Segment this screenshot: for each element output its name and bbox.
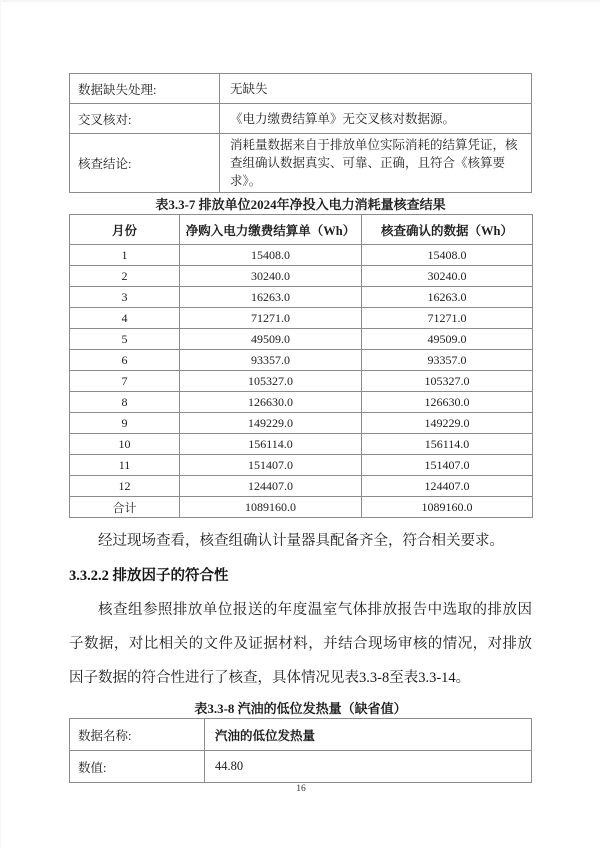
table-cell: 4	[70, 308, 180, 329]
table-cell: 1089160.0	[180, 497, 362, 518]
table-cell: 151407.0	[180, 455, 362, 476]
info-label: 数据缺失处理:	[70, 74, 220, 104]
info-label: 交叉核对:	[70, 104, 220, 134]
table-cell: 93357.0	[362, 350, 533, 371]
section-heading: 3.3.2.2 排放因子的符合性	[69, 568, 229, 584]
page-number: 16	[296, 784, 306, 794]
table-cell: 8	[70, 392, 180, 413]
table-row	[70, 497, 533, 518]
table-row	[70, 455, 533, 476]
table-row	[70, 371, 533, 392]
table-row	[70, 751, 532, 783]
table-cell: 71271.0	[362, 308, 533, 329]
fuel-label: 数值:	[70, 751, 205, 783]
table-cell: 12	[70, 476, 180, 497]
table-cell: 126630.0	[362, 392, 533, 413]
table-cell: 1	[70, 245, 180, 266]
table-cell: 30240.0	[180, 266, 362, 287]
fuel-value: 汽油的低位发热量	[205, 719, 532, 751]
table-cell: 16263.0	[362, 287, 533, 308]
table-cell: 3	[70, 287, 180, 308]
table-header-row	[70, 215, 533, 245]
table-cell: 156114.0	[362, 434, 533, 455]
fuel-table-title: 表3.3-8 汽油的低位发热量（缺省值）	[194, 701, 407, 716]
table-cell: 124407.0	[180, 476, 362, 497]
table-row	[70, 308, 533, 329]
table-cell: 93357.0	[180, 350, 362, 371]
table-row	[70, 245, 533, 266]
site-check-paragraph: 经过现场查看，核查组确认计量器具配备齐全，符合相关要求。	[98, 533, 504, 549]
table-row	[70, 392, 533, 413]
table-cell: 9	[70, 413, 180, 434]
table-cell: 合计	[70, 497, 180, 518]
table-cell: 49509.0	[362, 329, 533, 350]
table-cell: 2	[70, 266, 180, 287]
table-cell: 124407.0	[362, 476, 533, 497]
column-header-bill: 净购入电力缴费结算单（Wh）	[180, 215, 362, 245]
table-cell: 149229.0	[362, 413, 533, 434]
table-row	[70, 329, 533, 350]
table-row	[70, 413, 533, 434]
table-cell: 156114.0	[180, 434, 362, 455]
table-cell: 151407.0	[362, 455, 533, 476]
table-cell: 30240.0	[362, 266, 533, 287]
table-cell: 11	[70, 455, 180, 476]
table-row	[70, 434, 533, 455]
info-value: 消耗量数据来自于排放单位实际消耗的结算凭证，核查组确认数据真实、可靠、正确，且符合《核算要求》。	[220, 134, 532, 193]
table-row	[70, 134, 532, 193]
info-label: 核查结论:	[70, 134, 220, 193]
column-header-month: 月份	[70, 215, 180, 245]
table-row	[70, 74, 532, 104]
info-value: 《电力缴费结算单》无交叉核对数据源。	[220, 104, 532, 134]
column-header-confirmed: 核查确认的数据（Wh）	[362, 215, 533, 245]
table-row	[70, 476, 533, 497]
verification-info-table	[69, 73, 532, 193]
table-cell: 5	[70, 329, 180, 350]
table-cell: 7	[70, 371, 180, 392]
table-cell: 15408.0	[180, 245, 362, 266]
table-cell: 71271.0	[180, 308, 362, 329]
table-cell: 15408.0	[362, 245, 533, 266]
table-cell: 105327.0	[362, 371, 533, 392]
fuel-heating-value-table	[69, 718, 532, 783]
info-value: 无缺失	[220, 74, 532, 104]
table-row	[70, 266, 533, 287]
table-cell: 149229.0	[180, 413, 362, 434]
table-row	[70, 104, 532, 134]
table-cell: 1089160.0	[362, 497, 533, 518]
monthly-table-body	[70, 245, 533, 518]
fuel-value: 44.80	[205, 751, 532, 783]
table-cell: 105327.0	[180, 371, 362, 392]
table-cell: 6	[70, 350, 180, 371]
table-cell: 10	[70, 434, 180, 455]
table-row	[70, 719, 532, 751]
fuel-label: 数据名称:	[70, 719, 205, 751]
monthly-table-title: 表3.3-7 排放单位2024年净投入电力消耗量核查结果	[155, 197, 446, 212]
table-row	[70, 350, 533, 371]
table-cell: 16263.0	[180, 287, 362, 308]
table-row	[70, 287, 533, 308]
table-cell: 49509.0	[180, 329, 362, 350]
page-content	[1, 2, 532, 783]
emission-factor-paragraph: 核查组参照排放单位报送的年度温室气体排放报告中选取的排放因子数据，对比相关的文件及证据材料，并结合现场审核的情况，对排放因子数据的符合性进行了核查，具体情况见表3.3-8至表3.3-14。	[69, 602, 532, 686]
monthly-electricity-table	[69, 214, 533, 518]
table-cell: 126630.0	[180, 392, 362, 413]
